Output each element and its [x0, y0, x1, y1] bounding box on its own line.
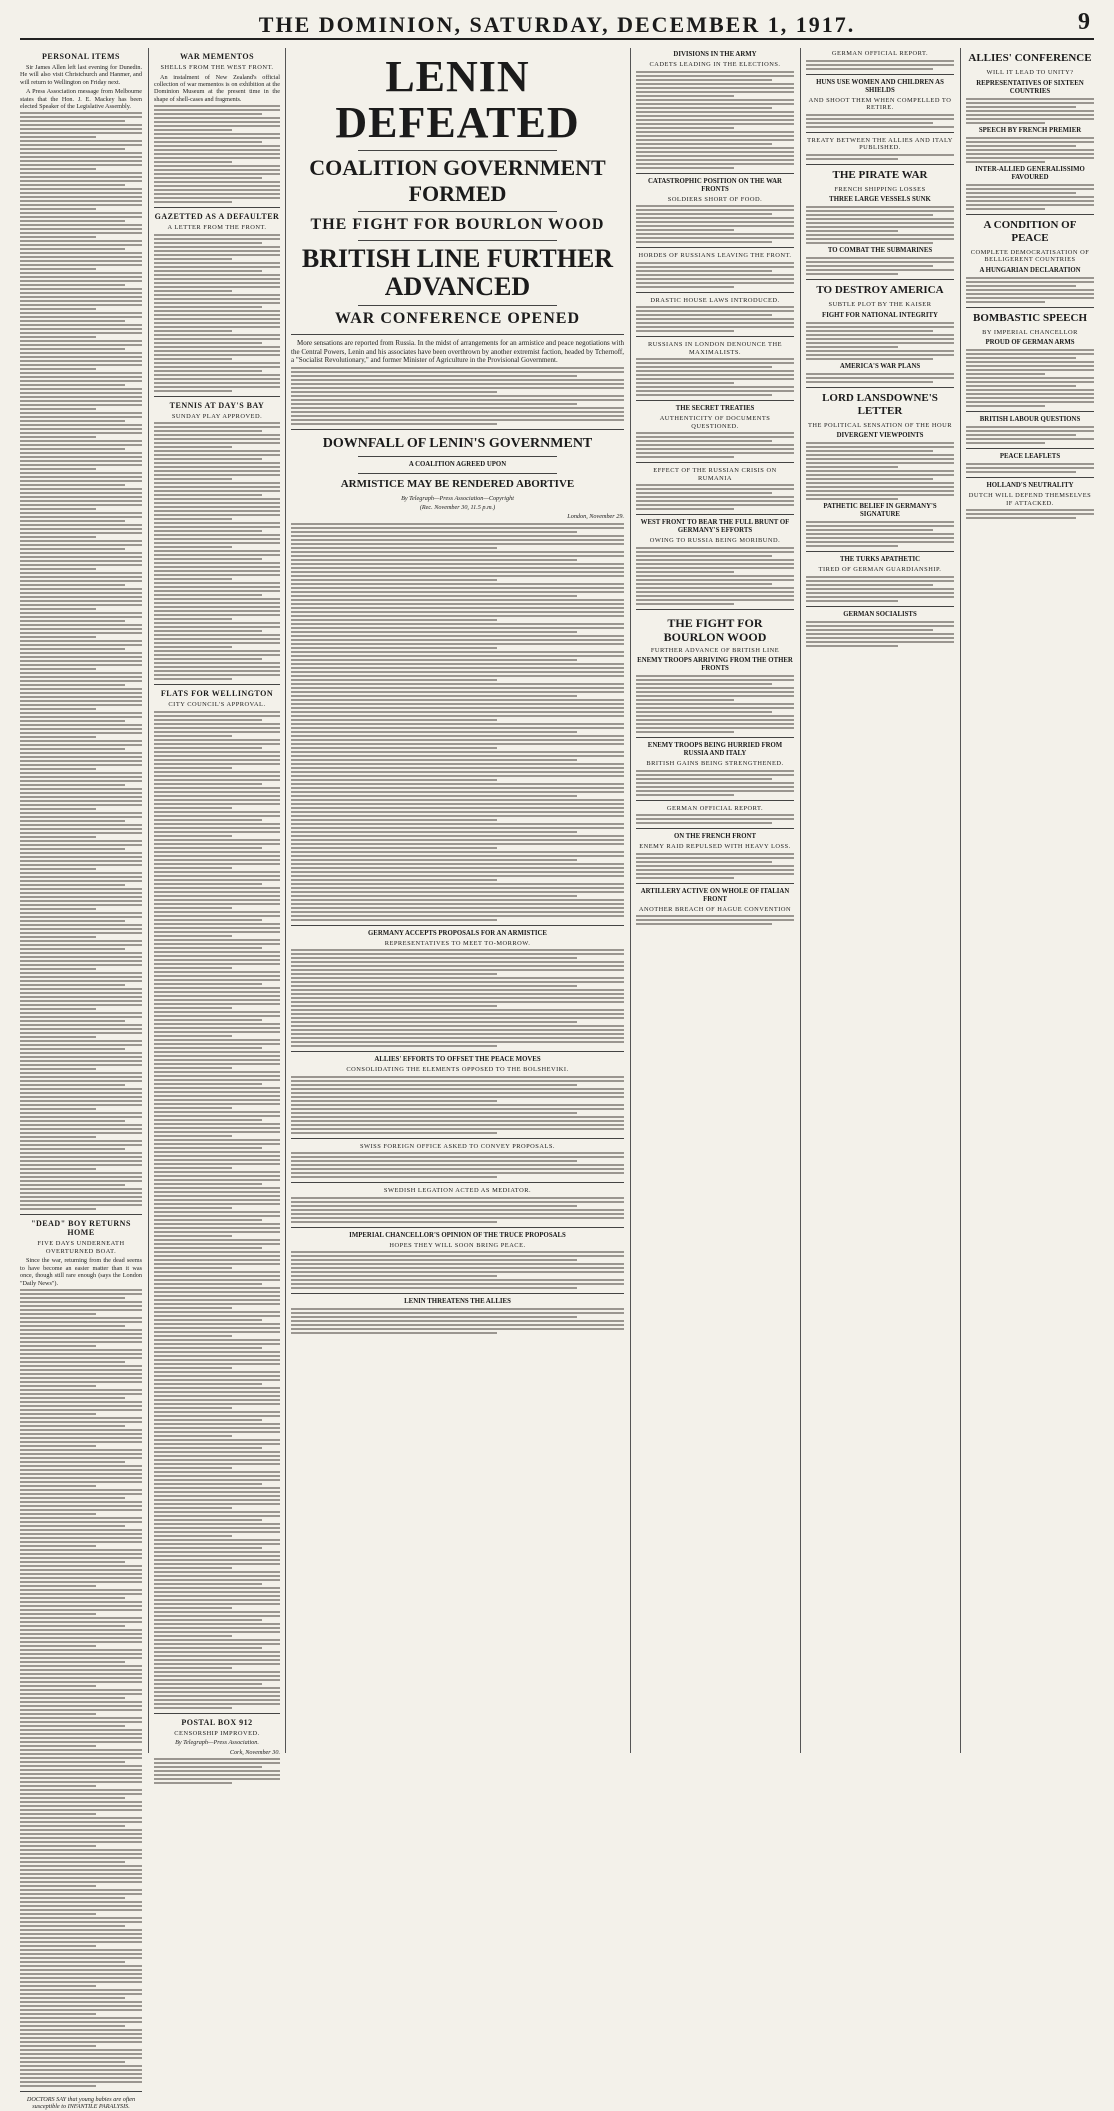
subheadline: FIVE DAYS UNDERNEATH OVERTURNED BOAT. [37, 1240, 125, 1255]
subheadline: AUTHENTICITY OF DOCUMENTS QUESTIONED. [659, 415, 771, 430]
subheadline: AND SHOOT THEM WHEN COMPELLED TO RETIRE. [808, 96, 952, 111]
headline: DIVISIONS IN THE ARMY [673, 51, 757, 58]
text-block [636, 675, 794, 733]
headline: GERMAN SOCIALISTS [843, 610, 917, 618]
subheadline: REPRESENTATIVES OF SIXTEEN COUNTRIES [976, 79, 1084, 95]
text-block [966, 277, 1094, 303]
headline: WEST FRONT TO BEAR THE FULL BRUNT OF GERMANY'S EFFORTS [640, 519, 790, 534]
text-block [636, 358, 794, 396]
text-block [806, 373, 954, 383]
headline: TREATY BETWEEN THE ALLIES AND ITALY PUBLISHED. [807, 136, 953, 151]
text-block [291, 367, 624, 425]
headline: THE PIRATE WAR [832, 168, 928, 181]
text-block [636, 262, 794, 288]
text-block [291, 1197, 624, 1223]
headline: LENIN THREATENS THE ALLIES [404, 1298, 511, 1306]
text-block [806, 521, 954, 547]
subheadline: PATHETIC BELIEF IN GERMANY'S SIGNATURE [823, 503, 937, 518]
subheadline: CITY COUNCIL'S APPROVAL. [168, 701, 266, 709]
lead-subheadline: COALITION GOVERNMENT FORMED [309, 155, 606, 206]
subheadline: SOLDIERS SHORT OF FOOD. [667, 195, 763, 203]
subheadline: REPRESENTATIVES TO MEET TO-MORROW. [384, 939, 531, 947]
subheadline: OWING TO RUSSIA BEING MORIBUND. [649, 537, 781, 544]
article-text: An instalment of New Zealand's official collection of war mementos is on exhibition at the Dominion Museum at the present time in the shape of shell-cases and fragments. [154, 73, 280, 103]
text-block [636, 71, 794, 169]
headline: CATASTROPHIC POSITION ON THE WAR FRONTS [648, 177, 782, 193]
text-block [636, 306, 794, 332]
subheadline: ANOTHER BREACH OF HAGUE CONVENTION [638, 905, 792, 913]
text-block [291, 1152, 624, 1178]
headline: A CONDITION OF PEACE [983, 218, 1077, 244]
headline: HORDES OF RUSSIANS LEAVING THE FRONT. [638, 252, 792, 259]
lead-subheadline: BRITISH LINE FURTHER ADVANCED [301, 244, 614, 301]
text-block [636, 814, 794, 824]
text-block [806, 206, 954, 244]
masthead [20, 8, 1094, 40]
column-allies-conference [966, 48, 1094, 1753]
text-block [20, 1289, 142, 2087]
subheadline: ENEMY RAID REPULSED WITH HEAVY LOSS. [639, 843, 791, 850]
text-block [806, 60, 954, 70]
text-block [636, 770, 794, 796]
subheadline: INTER-ALLIED GENERALISSIMO FAVOURED [975, 165, 1085, 181]
text-block [966, 98, 1094, 124]
text-block [806, 576, 954, 602]
article-text: Since the war, returning from the dead seems to have become an easier matter than it was once, though still rare enough (says the London "Daily News"). [20, 1257, 142, 1287]
text-block [636, 432, 794, 458]
headline: THE FIGHT FOR BOURLON WOOD [663, 615, 767, 644]
subheadline: COMPLETE DEMOCRATISATION OF BELLIGERENT COUNTRIES [970, 248, 1090, 263]
headline: IMPERIAL CHANCELLOR'S OPINION OF THE TRUCE PROPOSALS [349, 1231, 566, 1239]
lead-subheadline: THE FIGHT FOR BOURLON WOOD [310, 216, 605, 233]
column-rule [800, 48, 801, 1753]
column-rule [960, 48, 961, 1753]
headline: GAZETTED AS A DEFAULTER [154, 212, 280, 222]
article-text: A Press Association message from Melbourne states that the Hon. J. E. Mackey has been elected Speaker of the Legislative Assembly. [20, 88, 142, 111]
column-war-mementos [154, 48, 280, 1756]
subheadline: SUNDAY PLAY APPROVED. [171, 412, 263, 420]
subheadline: ENEMY TROOPS ARRIVING FROM THE OTHER FRONTS [637, 657, 793, 672]
headline: EFFECT OF THE RUSSIAN CRISIS ON RUMANIA [653, 467, 777, 482]
text-block [806, 257, 954, 275]
subheadline: BY IMPERIAL CHANCELLOR [982, 328, 1078, 336]
text-block [966, 509, 1094, 519]
subheadline: SUBTLE PLOT BY THE KAISER [828, 301, 932, 308]
page-number: 9 [1078, 9, 1090, 35]
subheadline: THE POLITICAL SENSATION OF THE HOUR [807, 421, 953, 429]
text-block [806, 154, 954, 160]
headline: ENEMY TROOPS BEING HURRIED FROM RUSSIA AND ITALY [647, 742, 783, 757]
column-rule [285, 48, 286, 1753]
headline: SWISS FOREIGN OFFICE ASKED TO CONVEY PROPOSALS. [359, 1142, 556, 1150]
headline: BRITISH LABOUR QUESTIONS [979, 416, 1081, 423]
subheadline: AMERICA'S WAR PLANS [839, 362, 921, 370]
headline: GERMAN OFFICIAL REPORT. [666, 804, 764, 812]
subheadline: FRENCH SHIPPING LOSSES [834, 185, 926, 193]
headline: WAR MEMENTOS [179, 52, 255, 61]
source-line: By Telegraph—Press Association—Copyright [401, 494, 514, 502]
headline: TENNIS AT DAY'S BAY [169, 400, 265, 410]
subheadline: TO COMBAT THE SUBMARINES [827, 247, 933, 254]
text-block [154, 1758, 280, 1784]
headline: "DEAD" BOY RETURNS HOME [31, 1219, 131, 1238]
subheadline: SPEECH BY FRENCH PREMIER [978, 126, 1082, 134]
headline: THE TURKS APATHETIC [839, 556, 921, 563]
text-block [966, 184, 1094, 210]
text-block [966, 426, 1094, 444]
text-block [636, 547, 794, 605]
text-block [291, 523, 624, 921]
masthead-title: THE DOMINION, SATURDAY, DECEMBER 1, 1917. [258, 12, 856, 37]
headline: DRASTIC HOUSE LAWS INTRODUCED. [650, 296, 780, 304]
subheadline: BRITISH GAINS BEING STRENGTHENED. [646, 760, 784, 767]
headline: GERMAN OFFICIAL REPORT. [831, 50, 929, 57]
text-block [20, 112, 142, 1210]
text-block [636, 205, 794, 243]
headline: POSTAL BOX 912 [181, 1717, 253, 1727]
headline: HUNS USE WOMEN AND CHILDREN AS SHIELDS [816, 78, 944, 94]
headline: SWEDISH LEGATION ACTED AS MEDIATOR. [383, 1187, 532, 1195]
text-block [154, 422, 280, 680]
headline: ALLIES' CONFERENCE [968, 52, 1092, 64]
headline: ON THE FRENCH FRONT [673, 833, 756, 840]
text-block [806, 442, 954, 500]
subheadline: FURTHER ADVANCE OF BRITISH LINE [650, 646, 780, 654]
text-block [154, 105, 280, 203]
subheadline: A COALITION AGREED UPON [408, 460, 507, 468]
text-block [806, 114, 954, 128]
column-pirate-war [806, 48, 954, 1753]
column-lead-story [291, 48, 624, 1753]
subheadline: THREE LARGE VESSELS SUNK [829, 196, 931, 203]
text-block [806, 621, 954, 647]
headline: LORD LANSDOWNE'S LETTER [822, 391, 938, 417]
subheadline: PROUD OF GERMAN ARMS [985, 339, 1075, 346]
headline: BOMBASTIC SPEECH [973, 311, 1087, 324]
headline: THE SECRET TREATIES [675, 405, 755, 412]
headline: PEACE LEAFLETS [999, 453, 1061, 460]
text-block [291, 1308, 624, 1334]
dateline: Cork, November 30. [229, 1748, 280, 1756]
lead-paragraph: More sensations are reported from Russia. In the midst of arrangements for an armistice and peace negotiations with the Central Powers, Lenin and his associates have been overthrown by another extremist faction, headed by Tchernoff, a "Socialist Revolutionary," and former Minister of Agriculture in the Provisional Government. [291, 339, 624, 364]
text-block [291, 1251, 624, 1289]
text-block [291, 949, 624, 1047]
subheadline: CENSORSHIP IMPROVED. [174, 1729, 260, 1737]
text-block [966, 137, 1094, 163]
subheadline: TIRED OF GERMAN GUARDIANSHIP. [818, 566, 942, 573]
headline: DOWNFALL OF LENIN'S GOVERNMENT [322, 435, 593, 451]
advertisement: DOCTORS SAY that young babies are often susceptible to INFANTILE PARALYSIS. [26, 2096, 136, 2111]
headline: FLATS FOR WELLINGTON [160, 689, 274, 699]
subheadline: A LETTER FROM THE FRONT. [167, 224, 267, 232]
text-block [806, 322, 954, 360]
text-block [636, 853, 794, 879]
subheadline: DUTCH WILL DEFEND THEMSELVES IF ATTACKED. [968, 492, 1092, 507]
subheadline: DIVERGENT VIEWPOINTS [836, 432, 924, 439]
headline: RUSSIANS IN LONDON DENOUNCE THE MAXIMALISTS. [648, 341, 782, 356]
text-block [291, 1076, 624, 1134]
lead-headline: LENIN DEFEATED [335, 52, 580, 147]
text-block [154, 711, 280, 1709]
article-text: Sir James Allen left last evening for Dunedin. He will also visit Christchurch and Hanmer, and will return to Wellington on Friday next. [20, 64, 142, 86]
column-divisions-in-army [636, 48, 794, 1753]
headline: ALLIES' EFFORTS TO OFFSET THE PEACE MOVES [374, 1056, 541, 1064]
column-rule [148, 48, 149, 1753]
subheadline: WILL IT LEAD TO UNITY? [986, 69, 1074, 76]
subheadline: HOPES THEY WILL SOON BRING PEACE. [389, 1241, 526, 1249]
subheadline: CONSOLIDATING THE ELEMENTS OPPOSED TO THE BOLSHEVIKI. [346, 1066, 569, 1074]
subheadline: FIGHT FOR NATIONAL INTEGRITY [822, 311, 938, 319]
headline: PERSONAL ITEMS [42, 52, 120, 61]
dateline: London, November 29. [567, 513, 624, 521]
headline: TO DESTROY AMERICA [816, 284, 944, 296]
column-rule [630, 48, 631, 1753]
text-block [636, 915, 794, 925]
headline: GERMANY ACCEPTS PROPOSALS FOR AN ARMISTICE [368, 929, 547, 937]
subheadline: SHELLS FROM THE WEST FRONT. [160, 64, 274, 71]
text-block [636, 484, 794, 510]
subheadline: A HUNGARIAN DECLARATION [979, 266, 1081, 274]
text-block [966, 463, 1094, 473]
source-line: By Telegraph—Press Association. [175, 1739, 259, 1747]
headline: ARTILLERY ACTIVE ON WHOLE OF ITALIAN FRONT [640, 887, 790, 903]
text-block [966, 349, 1094, 407]
subheadline: ARMISTICE MAY BE RENDERED ABORTIVE [340, 477, 575, 490]
subheadline: CADETS LEADING IN THE ELECTIONS. [649, 61, 781, 68]
column-personal-items [20, 48, 142, 2111]
lead-subheadline: WAR CONFERENCE OPENED [334, 310, 580, 327]
headline: HOLLAND'S NEUTRALITY [986, 482, 1074, 489]
dateline: (Rec. November 30, 11.5 p.m.) [419, 503, 496, 511]
text-block [154, 234, 280, 392]
